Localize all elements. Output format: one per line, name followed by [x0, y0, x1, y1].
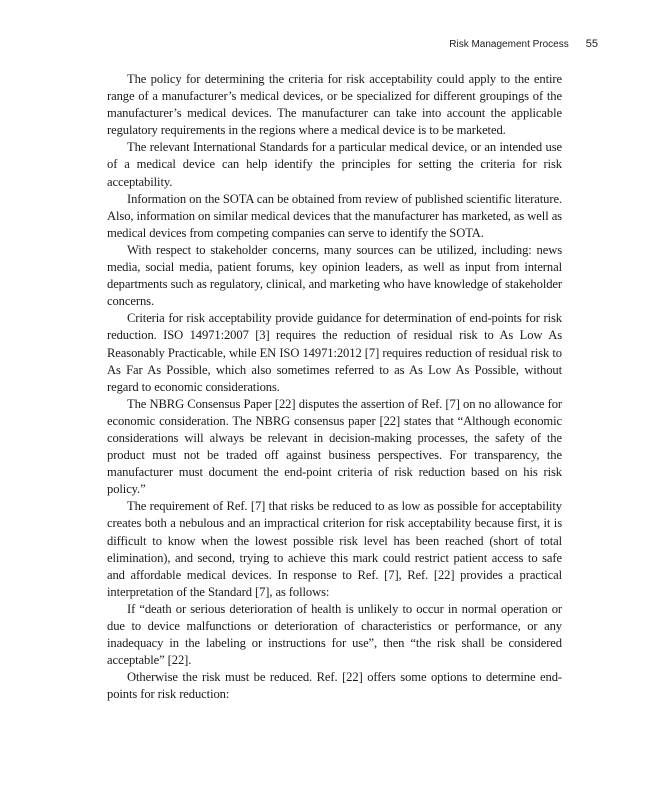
paragraph-ref-7-requirement: The requirement of Ref. [7] that risks be reduced to as low as possible for acceptability creates both a nebulous and an impractical criterion for risk acceptability because first, it is difficult to know when the lowest possible risk level has been reached (short of total elimination), and second, trying to achieve this mark could restrict patient access to safe and affordable medical devices. In response to Ref. [7], Ref. [22] provides a practical interpretation of the Standard [7], as follows:: [107, 499, 562, 599]
paragraph-sota-information: Information on the SOTA can be obtained from review of published scientific literature. Also, information on similar medical devices that the manufacturer has marketed, as well as medical devices from competing companies can serve to identify the SOTA.: [107, 191, 562, 240]
body-text: [107, 71, 562, 703]
page-number: 55: [585, 38, 598, 50]
paragraph-nbrg-consensus: The NBRG Consensus Paper [22] disputes the assertion of Ref. [7] on no allowance for economic consideration. The NBRG consensus paper [22] states that “Although economic considerations will always be relevant in decision-making processes, the safety of the product must not be traded off against business perspectives. For transparency, the manufacturer must document the end-point criteria of risk reduction based on his risk policy.”: [107, 396, 562, 497]
paragraph-risk-criteria: Criteria for risk acceptability provide guidance for determination of end-points for risk reduction. ISO 14971:2007 [3] requires the reduction of residual risk to As Low As Reasonably Practicable, while EN ISO 14971:2012 [7] requires reduction of residual risk to As Far As Possible, which also sometimes referred to as As Low As Possible, without regard to economic considerations.: [107, 311, 562, 394]
paragraph-interpretation-quote: If “death or serious deterioration of health is unlikely to occur in normal operation or due to device malfunctions or deterioration of characteristics or performance, or any inadequacy in the labeling or instructions for use”, then “the risk shall be considered acceptable” [22].: [107, 601, 562, 668]
paragraph-stakeholder-concerns: With respect to stakeholder concerns, many sources can be utilized, including: news media, social media, patient forums, key opinion leaders, as well as input from internal departments such as regulatory, clinical, and marketing who have knowledge of stakeholder concerns.: [107, 242, 562, 309]
paragraph-international-standards: The relevant International Standards for a particular medical device, or an intended use of a medical device can help identify the principles for setting the criteria for risk acceptability.: [107, 140, 562, 189]
running-head: [449, 38, 598, 50]
running-head-title: Risk Management Process: [449, 39, 569, 50]
paragraph-risk-policy: The policy for determining the criteria for risk acceptability could apply to the entire range of a manufacturer’s medical devices, or be specialized for different groupings of the manufacturer’s medical devices. The manufacturer can take into account the applicable regulatory requirements in the regions where a medical device is to be marketed.: [107, 72, 562, 138]
paragraph-end-points: Otherwise the risk must be reduced. Ref. [22] offers some options to determine end-points for risk reduction:: [107, 670, 562, 702]
